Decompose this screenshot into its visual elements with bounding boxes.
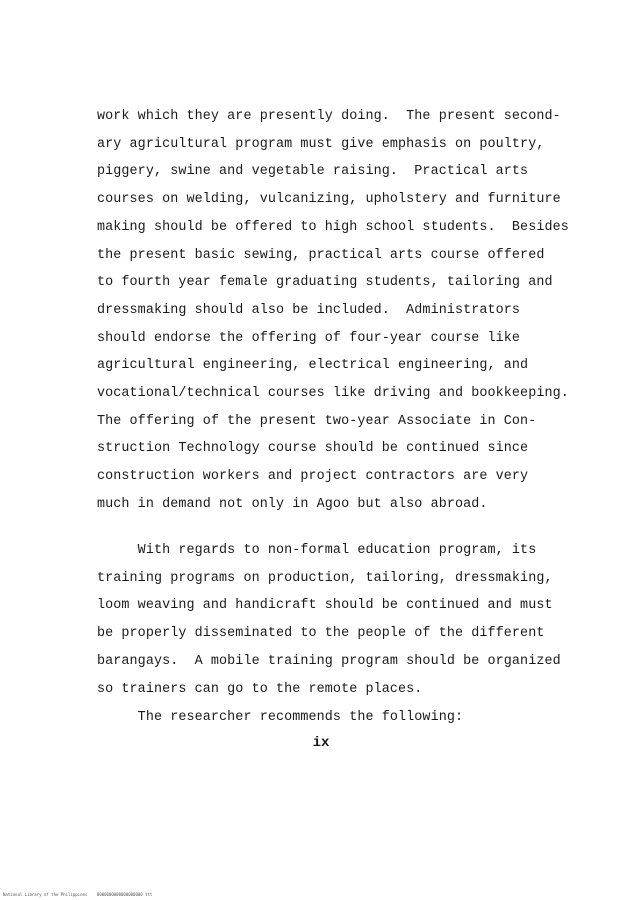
text-line: ary agricultural program must give emphasis on poultry, [97,136,545,152]
text-line: The researcher recommends the following: [97,710,464,725]
paragraph-non-formal-education [97,537,561,703]
text-line: struction Technology course should be continued since [97,441,529,457]
paragraph-researcher-recommends [97,704,463,732]
text-line: work which they are presently doing. The present second- [97,109,561,124]
text-line: dressmaking should also be included. Administrators [97,302,521,318]
text-line: vocational/technical courses like driving and bookkeeping. [97,386,569,402]
text-line: The offering of the present two-year Associate in Con- [97,413,537,429]
text-line: the present basic sewing, practical arts course offered [97,247,545,263]
text-line: loom weaving and handicraft should be continued and must [97,598,553,614]
text-line: be properly disseminated to the people of the different [97,626,545,642]
text-line: much in demand not only in Agoo but also abroad. [97,496,488,512]
text-line: piggery, swine and vegetable raising. Practical arts [97,164,529,180]
paragraph-curriculum-recommendations [97,103,569,519]
text-line: making should be offered to high school students. Besides [97,219,569,235]
text-line: training programs on production, tailoring, dressmaking, [97,570,553,586]
text-line: to fourth year female graduating students, tailoring and [97,275,553,291]
text-line: construction workers and project contractors are very [97,469,529,485]
text-line: With regards to non-formal education program, its [97,543,537,558]
text-line: so trainers can go to the remote places. [97,681,423,697]
text-line: barangays. A mobile training program should be organized [97,653,561,669]
archive-footer-label: National Library of the Philippines 0000000000000000000 ttt [3,892,153,897]
page-number: ix [312,735,330,751]
text-line: courses on welding, vulcanizing, upholstery and furniture [97,192,561,208]
text-line: agricultural engineering, electrical engineering, and [97,358,529,374]
text-line: should endorse the offering of four-year course like [97,330,521,346]
